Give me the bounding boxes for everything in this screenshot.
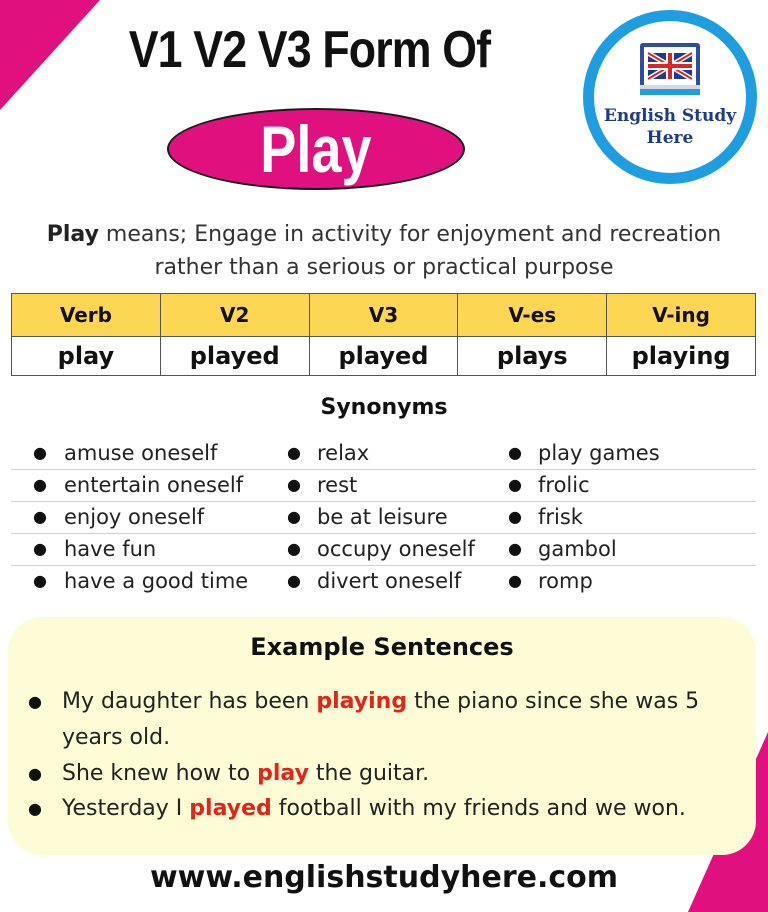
bullet-icon: ● <box>287 443 301 462</box>
definition <box>20 218 748 284</box>
value-cell-v-ing: playing <box>607 337 756 376</box>
synonym-item: frolic <box>538 473 590 497</box>
value-cell-v3: played <box>309 337 458 376</box>
synonym-item: divert oneself <box>317 569 462 593</box>
example-text: the piano since she was 5 <box>407 689 700 714</box>
example-highlight: played <box>189 796 272 821</box>
site-logo <box>583 10 757 184</box>
synonyms-title: Synonyms <box>320 395 448 420</box>
synonym-item: rest <box>317 473 358 497</box>
bullet-icon: ● <box>287 475 301 494</box>
value-cell-verb: play <box>12 337 161 376</box>
example-sentence <box>62 756 742 792</box>
header-cell-v-es: V-es <box>458 294 607 337</box>
bullet-icon: ● <box>287 539 301 558</box>
definition-line1 <box>20 218 748 251</box>
verb-badge <box>167 108 465 190</box>
example-text: Yesterday I <box>62 796 190 821</box>
bullet-icon: ● <box>33 475 47 494</box>
synonym-item: have a good time <box>64 569 249 593</box>
header-cell-v2: V2 <box>160 294 309 337</box>
example-text: football with my friends and we won. <box>271 796 686 821</box>
example-text: My daughter has been <box>62 689 317 714</box>
synonym-item: frisk <box>538 505 583 529</box>
synonym-item: amuse oneself <box>64 441 218 465</box>
example-sentences-box <box>8 617 756 855</box>
logo-text-line2: Here <box>646 128 694 148</box>
book-flag-icon <box>636 41 704 97</box>
definition-text-line2: rather than a serious or practical purpose <box>154 255 614 280</box>
table-header-row <box>12 294 756 337</box>
bullet-icon: ● <box>33 571 47 590</box>
corner-decoration-top-left <box>0 0 100 110</box>
bullet-icon: ● <box>508 443 522 462</box>
synonym-item: have fun <box>64 537 157 561</box>
header-cell-verb: Verb <box>12 294 161 337</box>
bullet-icon: ● <box>287 571 301 590</box>
header-cell-v-ing: V-ing <box>607 294 756 337</box>
bullet-icon: ● <box>33 507 47 526</box>
synonym-item: be at leisure <box>317 505 448 529</box>
bullet-icon: ● <box>508 507 522 526</box>
example-highlight: playing <box>316 689 408 714</box>
bullet-icon: ● <box>28 692 42 711</box>
example-highlight: play <box>257 761 309 786</box>
bullet-icon: ● <box>287 507 301 526</box>
synonym-row <box>11 533 756 566</box>
table-row <box>12 337 756 376</box>
bullet-icon: ● <box>33 443 47 462</box>
definition-text-line1: means; Engage in activity for enjoyment and recreation <box>98 222 722 247</box>
value-cell-v2: played <box>160 337 309 376</box>
example-sentence <box>62 684 742 756</box>
synonym-item: enjoy oneself <box>64 505 205 529</box>
synonym-item: play games <box>538 441 660 465</box>
example-text: the guitar. <box>308 761 430 786</box>
example-text: She knew how to <box>62 761 258 786</box>
synonym-row <box>11 437 756 470</box>
synonym-row <box>11 469 756 502</box>
logo-text-line1: English Study <box>603 106 737 126</box>
verb-badge-label: Play <box>260 112 372 186</box>
definition-word: Play <box>46 222 99 247</box>
synonym-item: romp <box>538 569 593 593</box>
synonym-item: gambol <box>538 537 617 561</box>
verb-forms-table <box>11 293 756 376</box>
bullet-icon: ● <box>33 539 47 558</box>
bullet-icon: ● <box>28 764 42 783</box>
logo-text <box>594 105 746 149</box>
synonym-item: relax <box>317 441 370 465</box>
bullet-icon: ● <box>508 571 522 590</box>
bullet-icon: ● <box>28 799 42 818</box>
examples-title: Example Sentences <box>250 633 514 661</box>
logo-inner-circle <box>594 21 746 173</box>
example-sentence <box>62 791 742 827</box>
website-url: www.englishstudyhere.com <box>149 860 619 895</box>
value-cell-v-es: plays <box>458 337 607 376</box>
header-cell-v3: V3 <box>309 294 458 337</box>
synonym-row <box>11 501 756 534</box>
synonym-item: entertain oneself <box>64 473 244 497</box>
example-text: years old. <box>62 725 171 750</box>
synonym-row <box>11 565 756 597</box>
bullet-icon: ● <box>508 475 522 494</box>
synonym-item: occupy oneself <box>317 537 475 561</box>
page-title: V1 V2 V3 Form Of <box>128 21 491 79</box>
bullet-icon: ● <box>508 539 522 558</box>
